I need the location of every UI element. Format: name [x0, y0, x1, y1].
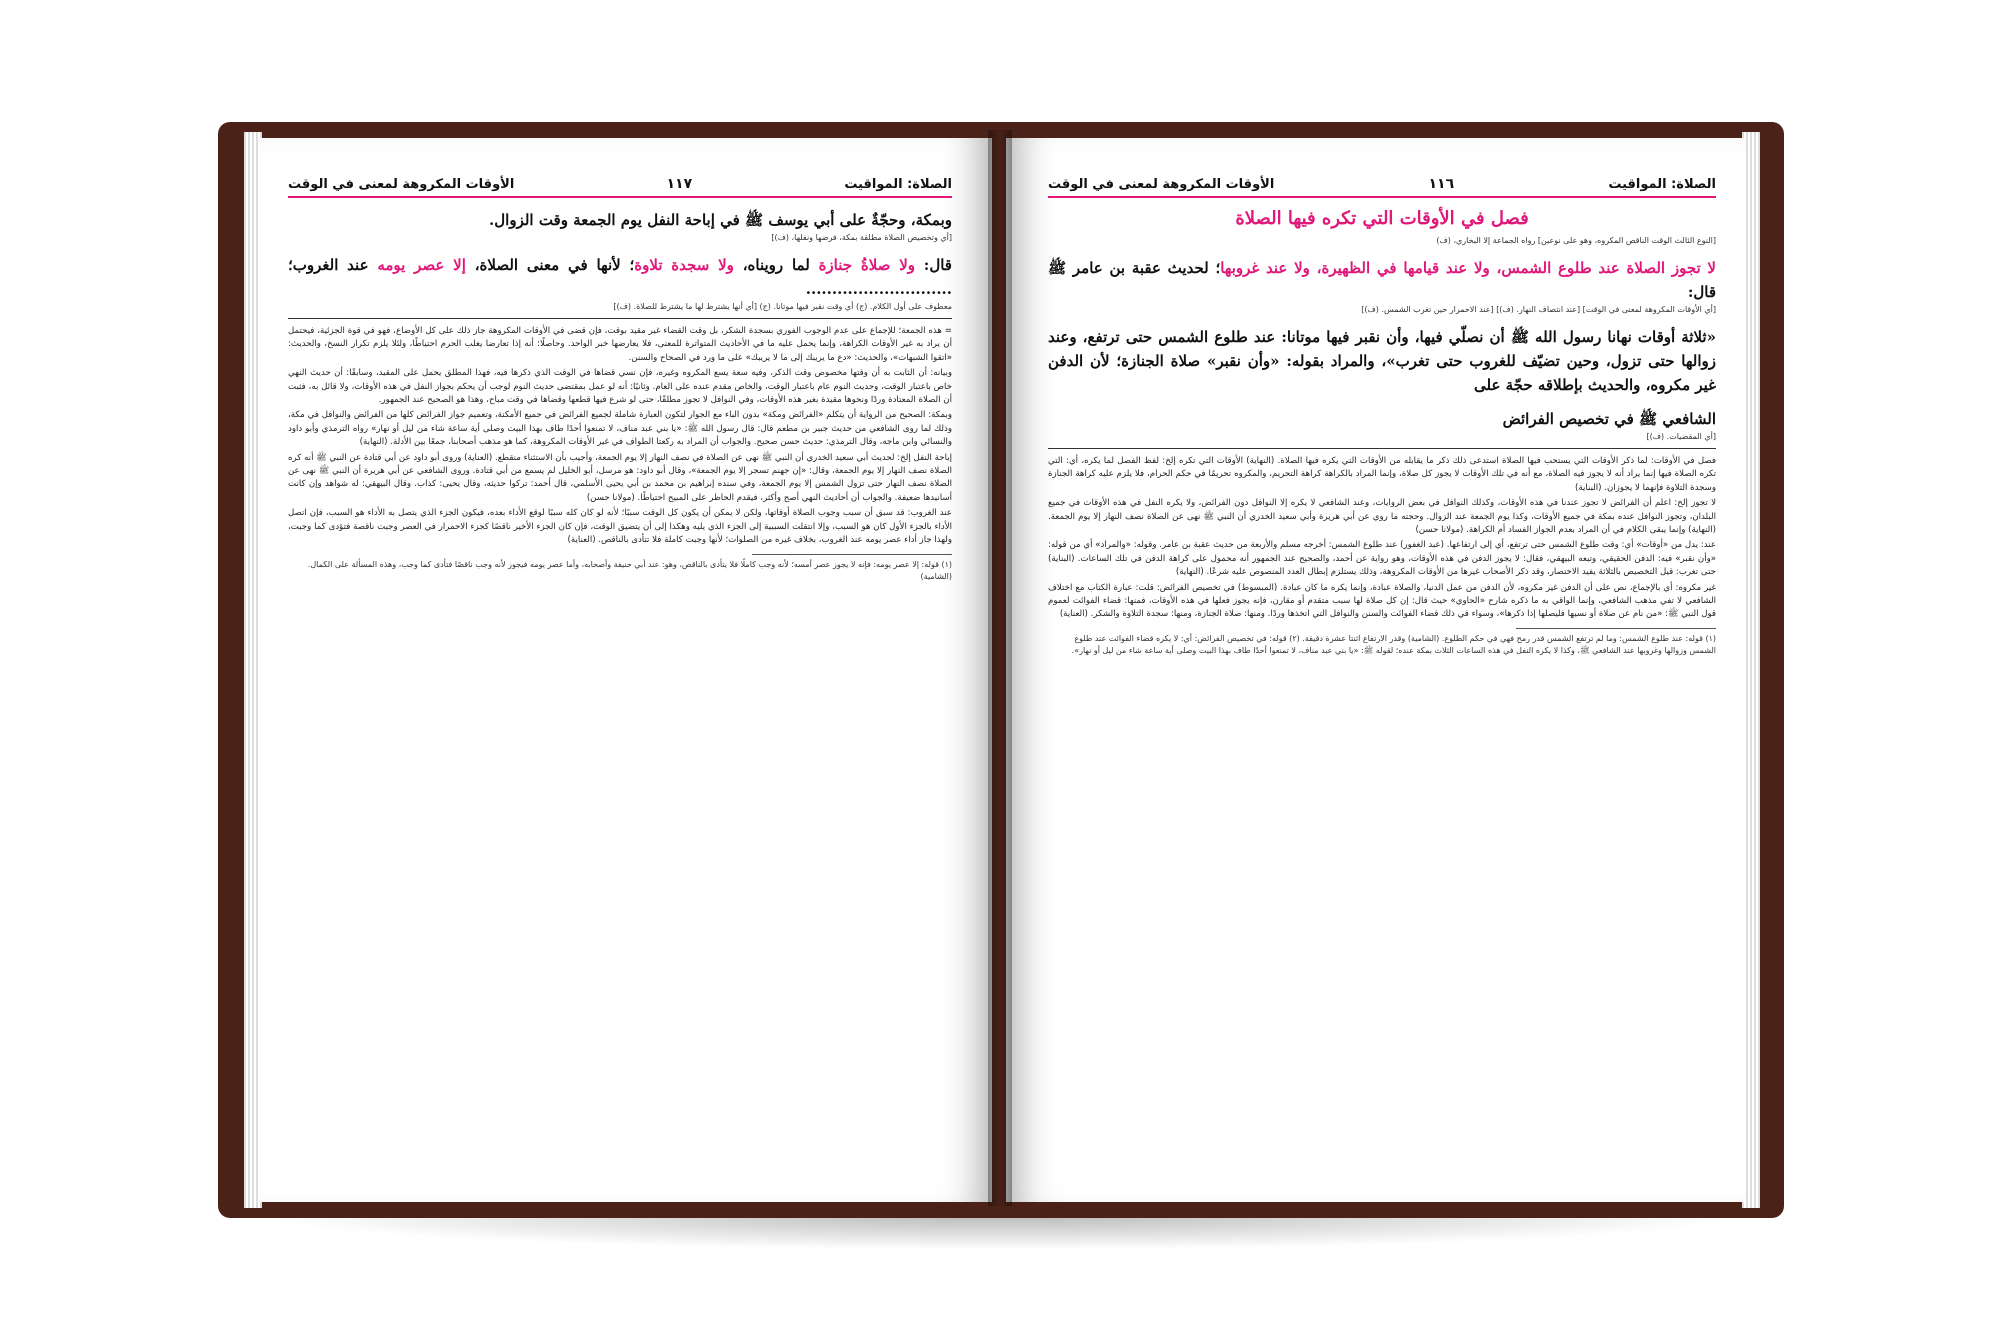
divider	[288, 318, 952, 319]
matn-paragraph: الشافعي ﷺ في تخصيص الفرائض	[1502, 410, 1716, 428]
commentary	[288, 325, 952, 548]
book-gutter	[988, 130, 1012, 1206]
commentary-paragraph: وبيانه: أن الثابت به أن وقتها مخصوص وقت الذكر، وفيه سعة يسع المكروه وغيره، فإن نسي قضاها في الوقت الذي ذكرها فيه، فهذا المطلق يحمل على المقيد، وسابقًا: أن حديث النهي خاص باعتبار الوقت، وحديث النوم عام باعتبار الوقت، والخاص مقدم عنده على العام. وثانيًا: أنه لو عمل بمقتضى حديث النوم لوجب أن يحكم بجواز النفل في هذه الأوقات، ولا قائل به، فثبت أن الصلاة المعتادة وردًا ونحوها مقيدة بغير هذه الأوقات، وفي النوافل لا تجوز مطلقًا، حتى لو شرع فيها قطعها وقضاها في وقت مباح، وهذا هو الصحيح عند الجمهور.	[288, 368, 952, 406]
matn-text: عند الغروب؛ ............................	[288, 256, 952, 298]
divider	[1048, 448, 1716, 449]
commentary-paragraph: عند الغروب: قد سبق أن سبب وجوب الصلاة أوقاتها، ولكن لا يمكن أن يكون كل الوقت سببًا؛ لأنه لو كان كله سببًا لوقع الأداء بعده، فيكون الجزء الذي يتصل به الأداء هو السبب، فإن اتصل الأداء بالجزء الأول كان هو السبب، وإلا انتقلت السببية إلى الجزء الذي يليه وهكذا إلى أن يتضيق الوقت، فإن كان الجزء الأخير ناقصًا كجزء الاحمرار في العصر وجبت ناقصة فتؤدى كما وجبت، ولهذا جاز أداء عصر يومه عند الغروب، بخلاف غيره من الصلوات؛ لأنها وجبت كاملة فلا تتأدى بالناقص. (العناية)	[288, 508, 952, 546]
header-section: الصلاة: المواقيت	[1608, 177, 1716, 192]
matn-highlight: لا تجوز الصلاة عند طلوع الشمس	[1501, 259, 1716, 277]
page-number: ١١٦	[1428, 176, 1455, 192]
matn-highlight: ، ولا عند قيامها في الظهيرة، ولا عند غروبها	[1220, 259, 1502, 277]
footnote: (١) قوله: عند طلوع الشمس: وما لم ترتفع الشمس قدر رمح فهي في حكم الطلوع. (الشامية) وقدر الارتفاع اثنتا عشرة دقيقة. (٢) قوله: في تخصيص الفرائض: أي: لا يكره قضاء الفوائت عند طلوع الشمس وزوالها وغروبها عند الشافعي ﷺ، وكذا لا يكره النفل في هذه الساعات الثلاث بمكة عنده؛ لقوله ﷺ: «يا بني عبد مناف، لا تمنعوا أحدًا طاف بهذا البيت وصلى أية ساعة شاء من ليل أو نهار».	[1071, 633, 1716, 655]
matn-paragraph: وبمكة، وحجّةٌ على أبي يوسف ﷺ في إباحة النفل يوم الجمعة وقت الزوال.	[489, 211, 952, 229]
interlinear-gloss: [النوع الثالث الوقت الناقص المكروه، وهو على نوعين] رواه الجماعة إلا البخاري، (ف)	[1436, 236, 1716, 245]
matn-text: لما رويناه،	[733, 256, 819, 274]
interlinear-gloss: [أي وتخصيص الصلاة مطلقة بمكة، فرضها ونفلها، (ف)]	[771, 233, 952, 242]
header-section: الصلاة: المواقيت	[844, 177, 952, 192]
matn-text: ؛ لحديث عقبة بن عامر ﷺ قال:	[1048, 259, 1716, 301]
chapter-title: فصل في الأوقات التي تكره فيها الصلاة	[1235, 208, 1529, 229]
commentary-paragraph: عند: يدل من «أوقات» أي: وقت طلوع الشمس حتى ترتفع، أي إلى ارتفاعها. (عبد الغفور) عند طلوع الشمس: أخرجه مسلم والأربعة من حديث عقبة بن عامر. وقوله: «والمراد» أي من قوله: «وأن نقبر» فيه: الدفن الحقيقي، وتبعه البيهقي، فقال: لا يجوز الدفن في هذه الأوقات، وهو رواية عن أحمد، والصحيح عند الجمهور أنه محمول على كراهة الدفن في تلك الساعات. (البناية) حتى تغرب: قيل التخصيص بالثلاثة يفيد الاختصار، وقد ذكر الأصحاب غيرها من الأوقات المكروهة، وذلك يستلزم إبطال العدد المنصوص عليه شرعًا. (النهاية)	[1048, 540, 1716, 578]
matn-highlight: إلا عصر يومه	[377, 256, 466, 274]
footnote-divider	[752, 554, 952, 555]
interlinear-gloss: معطوف على أول الكلام. (ج) أي وقت نقبر فيها موتانا. (ج) [أي أنها يشترط لها ما يشترط للصلاة. (ف)]	[613, 302, 952, 311]
right-page	[1006, 138, 1746, 1202]
left-page	[258, 138, 992, 1202]
matn-paragraph	[1048, 256, 1716, 304]
page-header	[288, 176, 952, 198]
commentary-paragraph: فصل في الأوقات: لما ذكر الأوقات التي يستحب فيها الصلاة استدعى ذلك ذكر ما يقابله من الأوقات التي يكره فيها الصلاة. (النهاية) الأوقات التي تكره إلخ: لفظ الفصل لما يكره، أي: التي تكره الصلاة فيها إنما يراد أنه لا يجوز فيه الصلاة، مع أنه في تلك الأوقات لا يجوز كل صلاة، وإنما المراد بالكراهة كراهة التحريم، والمكروه تحريمًا في حكم الحرام، فلا يلزم عليه كراهة الجنازة وسجدة التلاوة فإنهما لا يجوزان. (البناية)	[1048, 456, 1716, 493]
commentary-paragraph: غير مكروه: أي بالإجماع، نص على أن الدفن غير مكروه، لأن الدفن من عمل الدنيا، والصلاة عبادة، وإنما يكره ما كان عبادة. (المبسوط) في تخصيص الفرائض: قلت: عبارة الكتاب مع اختلاف الشافعي لا تفي مذهب الشافعي، وإنما الواقي به ما ذكره شارح «الحاوي» حيث قال: إن كل صلاة لها سبب متقدم أو مقارن، فإنه يجوز فعلها في هذه الأوقات، فمنها: قضاء الفوائت لعموم قول النبي ﷺ: «من نام عن صلاة أو نسيها فليصلها إذا ذكرها»، وسواء في ذلك قضاء الفوائت والسنن والنوافل التي اتخذها وردًا. ومنها: صلاة الجنازة، ومنها: سجدة التلاوة والشكر. (العناية)	[1048, 582, 1716, 620]
interlinear-gloss: [أي الأوقات المكروهة لمعنى في الوقت] [عند انتصاف النهار. (ف)] [عند الاحمرار حين تغرب الشمس. (ف)]	[1361, 305, 1716, 314]
footnote: (١) قوله: إلا عصر يومه: فإنه لا يجوز عصر أمسه؛ لأنه وجب كاملًا فلا يتأدى بالناقص، وهو: عند أبي حنيفة وأصحابه، وأما عصر يومه فيجوز لأنه وجب ناقصًا فتأدى كما وجب، وهذه المسألة على الكمال. (الشامية)	[307, 559, 952, 581]
matn-highlight: ولا صلاةُ جنازة	[818, 256, 915, 274]
matn-text: قال:	[915, 256, 952, 274]
matn-highlight: ولا سجدة تلاوة	[634, 256, 734, 274]
header-topic: الأوقات المكروهة لمعنى في الوقت	[1048, 177, 1275, 192]
page-header	[1048, 176, 1716, 198]
footnote-divider	[1516, 628, 1716, 629]
matn-paragraph	[288, 253, 952, 301]
commentary-paragraph: إباحة النفل إلخ: لحديث أبي سعيد الخدري أن النبي ﷺ نهى عن الصلاة في نصف النهار إلا يوم الجمعة، وأجيب بأن الاستثناء منقطع. (العناية) وروى أبو داود عن أبي قتادة عن النبي ﷺ أنه كره الصلاة نصف النهار إلا يوم الجمعة، وقال: «إن جهنم تسجر إلا يوم الجمعة»، وقال أبو داود: هو مرسل، أبو الخليل لم يسمع من أبي قتادة. وروى الشافعي عن أبي هريرة أن النبي ﷺ نهى عن الصلاة نصف النهار حتى تزول الشمس إلا يوم الجمعة، وفي سنده إبراهيم بن محمد بن أبي يحيى الأسلمي، قال أحمد: تركوا حديثه، وقال يحيى: كذاب. وقال البيهقي: له شواهد وإن كانت أسانيدها ضعيفة. والجواب أن أحاديث النهي أصح وأكثر، فيقدم الحاظر على المبيح احتياطًا. (مولانا حسن)	[288, 452, 952, 503]
commentary-paragraph: لا تجوز إلخ: اعلم أن الفرائض لا تجوز عندنا في هذه الأوقات، وكذلك النوافل في بعض الروايات، وعند الشافعي لا يكره إلا النوافل دون الفرائض، ولا يكره النفل في هذه الأوقات في جميع البلدان، وتجوز النوافل عنده بمكة في جميع الأوقات، وكذا يوم الجمعة عند الزوال. وحجته ما روي عن أبي هريرة وأبي سعيد الخدري أن النبي ﷺ نهى عن الصلاة نصف النهار إلا يوم الجمعة. (النهاية) وإنما يبقى الكلام في أن المراد بعدم الجواز الفساد أم الكراهة. (مولانا حسن)	[1048, 498, 1716, 536]
matn-text: ؛ لأنها في معنى الصلاة،	[465, 256, 635, 274]
commentary	[1048, 455, 1716, 622]
interlinear-gloss: [أي المقضيات. (ف)]	[1646, 432, 1716, 441]
page-number: ١١٧	[666, 176, 693, 192]
matn-paragraph: «ثلاثة أوقات نهانا رسول الله ﷺ أن نصلّي فيها، وأن نقبر فيها موتانا: عند طلوع الشمس حتى ترتفع، وعند زوالها حتى تزول، وحين تضيّف للغروب حتى تغرب»، والمراد بقوله: «وأن نقبر» صلاة الجنازة؛ لأن الدفن غير مكروه، والحديث بإطلاقه حجّة على	[1048, 328, 1716, 394]
commentary-paragraph: وبمكة: الصحيح من الرواية أن يتكلم «الفرائض ومكة» بدون الباء مع الجوار لتكون العبارة شاملة لجميع الفرائض في جميع الأمكنة، وتعميم جواز الفرائض كلها من الفرائض والنوافل في مكة، وذلك لما روى الشافعي من حديث جبير بن مطعم قال: قال رسول الله ﷺ: «يا بني عبد مناف، لا تمنعوا أحدًا طاف بهذا البيت وصلى أية ساعة شاء من ليل أو نهار» رواه الترمذي وأبو داود والنسائي وابن ماجه، وقال الترمذي: حديث حسن صحيح. والجواب أن المراد به ركعتا الطواف في غير الأوقات المكروهة، كما هو مذهب أصحابنا، جمعًا بين الأدلة. (النهاية)	[288, 410, 952, 448]
header-topic: الأوقات المكروهة لمعنى في الوقت	[288, 177, 515, 192]
commentary-paragraph: = هذه الجمعة؛ للإجماع على عدم الوجوب الفوري بسجدة الشكر، بل وقت القضاء غير مقيد بوقت، فإن قضى في الأوقات المكروهة جاز ذلك على كل الأوضاع، فهو في قوة الجزئية، فيحتمل أن يراد به غير الأوقات الكراهة، وإنما يحمل عليه ما في الأحاديث المتواترة للمعنى، فلا يعارضها خبر الواحد. وحاصلًا: أنه إذا تعارضا يغلب الحرم احتياطًا، ولئلا يلزم تكرار النسخ، والحديث: «اتقوا الشبهات»، والحديث: «دع ما يريبك إلى ما لا يريبك» على ما ورد في الصحاح والسنن.	[288, 326, 952, 363]
